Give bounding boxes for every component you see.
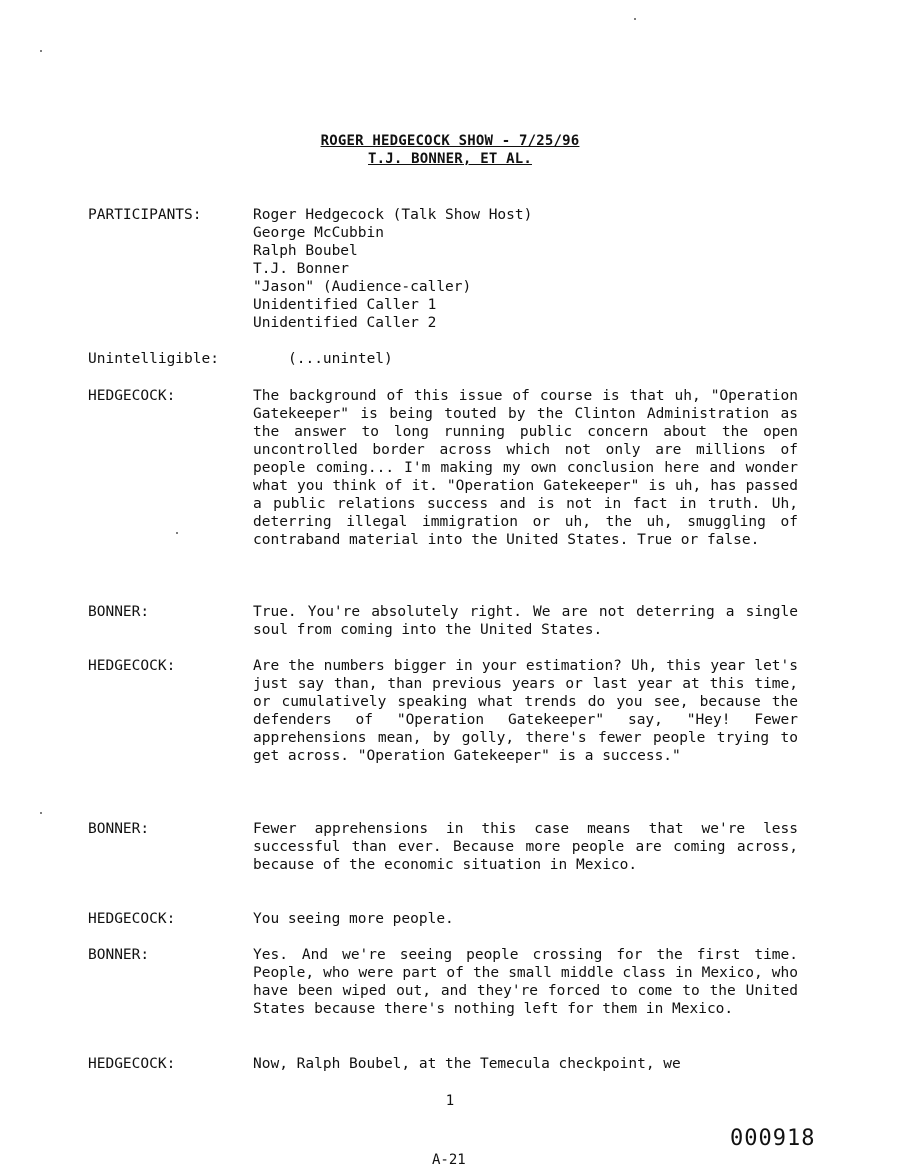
unintelligible-label: Unintelligible:	[88, 351, 219, 367]
speaker-label: BONNER:	[88, 821, 150, 837]
scan-speck	[40, 812, 42, 814]
speech-text: Fewer apprehensions in this case means that we're less successful than ever. Because more people are coming across, because of the economic situation in Mexico.	[253, 821, 798, 873]
participant-name: Unidentified Caller 2	[253, 315, 437, 331]
speech-text: You seeing more people.	[253, 911, 454, 927]
participants-list	[253, 206, 798, 332]
speaker-label: BONNER:	[88, 604, 150, 620]
participant-name: Unidentified Caller 1	[253, 297, 437, 313]
document-title: ROGER HEDGECOCK SHOW - 7/25/96	[320, 133, 580, 149]
participant-name: "Jason" (Audience-caller)	[253, 279, 472, 295]
participant-name: Roger Hedgecock (Talk Show Host)	[253, 207, 533, 223]
speech-text: True. You're absolutely right. We are not deterring a single soul from coming into the United States.	[253, 604, 798, 638]
speaker-label: HEDGECOCK:	[88, 658, 176, 674]
speaker-label: HEDGECOCK:	[88, 388, 176, 404]
speech-text: Yes. And we're seeing people crossing for the first time. People, who were part of the small middle class in Mexico, who have been wiped out, and they're forced to come to the United States because there's nothing left for them in Mexico.	[253, 947, 798, 1017]
speech-text: Are the numbers bigger in your estimation? Uh, this year let's just say than, than previous years or last year at this time, or cumulatively speaking what trends do you see, because the defenders of "Operation Gatekeeper" say, "Hey! Fewer apprehensions mean, by golly, there's fewer people trying to get across. "Operation Gatekeeper" is a success."	[253, 658, 798, 764]
page-number: 1	[445, 1093, 455, 1109]
participant-name: T.J. Bonner	[253, 261, 350, 277]
scan-speck	[634, 18, 636, 20]
speech-text: Now, Ralph Boubel, at the Temecula checkpoint, we	[253, 1056, 681, 1072]
scan-speck	[40, 50, 42, 52]
scan-speck	[176, 532, 178, 534]
exhibit-footer: A-21	[432, 1152, 466, 1168]
document-subtitle: T.J. BONNER, ET AL.	[368, 151, 532, 167]
participant-name: George McCubbin	[253, 225, 384, 241]
speaker-label: HEDGECOCK:	[88, 911, 176, 927]
speaker-label: HEDGECOCK:	[88, 1056, 176, 1072]
speech-text: The background of this issue of course is that uh, "Operation Gatekeeper" is being touted by the Clinton Administration as the answer to long running public concern about the open uncontrolled border across which not only are millions of people coming... I'm making my own conclusion here and wonder what you think of it. "Operation Gatekeeper" is uh, has passed a public relations success and is not in fact in truth. Uh, deterring illegal immigration or uh, the uh, smuggling of contraband material into the United States. True or false.	[253, 388, 798, 548]
speaker-label: BONNER:	[88, 947, 150, 963]
unintelligible-value: (...unintel)	[288, 351, 393, 367]
participant-name: Ralph Boubel	[253, 243, 358, 259]
participants-label: PARTICIPANTS:	[88, 207, 202, 223]
bates-number: 000918	[730, 1126, 816, 1151]
